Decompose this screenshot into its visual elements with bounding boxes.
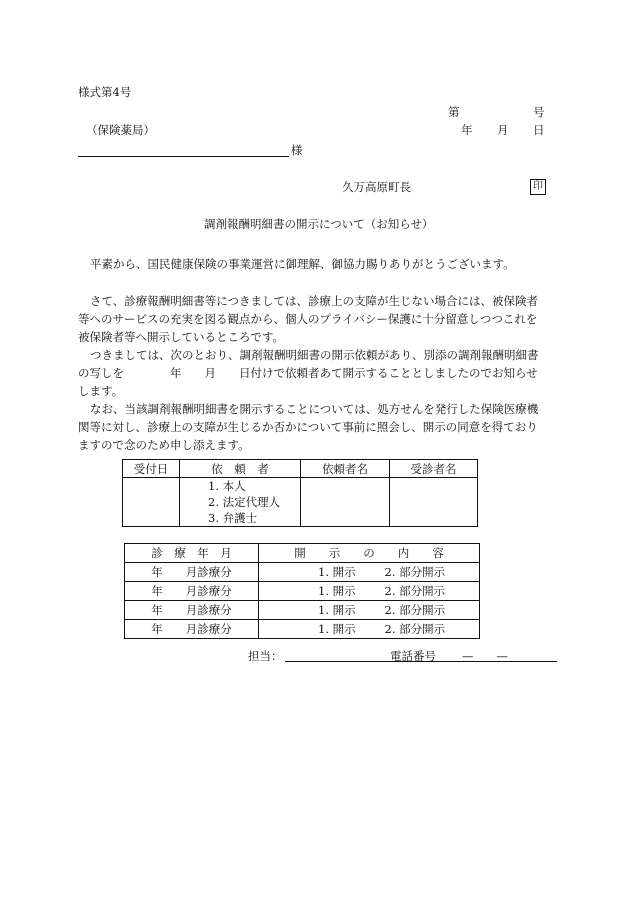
phone-dashes: — —: [462, 649, 508, 663]
issue-year-label: 年: [461, 123, 473, 137]
header-treatment-period: 診 療 年 月: [125, 544, 259, 563]
body-line: ますので念のため申し添えます。: [78, 438, 250, 452]
sender-name: 久万高原町長: [342, 180, 411, 194]
issue-day-label: 日: [533, 123, 545, 137]
header-requester-name: 依頼者名: [301, 460, 390, 478]
header-requester: 依 頼 者: [180, 460, 301, 478]
body-line: の写しを 年 月 日付けで依頼者あて開示することとしましたのでお知らせ: [78, 366, 538, 380]
table-row: [125, 582, 480, 601]
issue-number-prefix: 第: [448, 105, 460, 119]
recipient-honorific: 様: [291, 143, 303, 157]
disclosure-options-cell: [259, 601, 480, 620]
contact-person-label: 担当：: [248, 649, 283, 663]
table-header-row: [123, 460, 478, 478]
body-line: さて、診療報酬明細書等につきましては、診療上の支障が生じない場合には、被保険者: [90, 294, 539, 308]
received-date-cell[interactable]: [123, 478, 180, 527]
disclosure-options-cell: [259, 620, 480, 639]
option-partial-disclose[interactable]: 2. 部分開示: [384, 622, 446, 636]
body-line: つきましては、次のとおり、調剤報酬明細書の開示依頼があり、別添の調剤報酬明細書: [90, 348, 539, 362]
request-table: [122, 459, 478, 527]
option-disclose[interactable]: 1. 開示: [318, 565, 356, 579]
treatment-period-cell[interactable]: 年 月診療分: [125, 601, 259, 620]
table-row: [123, 478, 478, 527]
body-line: します。: [78, 384, 124, 398]
treatment-period-cell[interactable]: 年 月診療分: [125, 563, 259, 582]
option-partial-disclose[interactable]: 2. 部分開示: [384, 584, 446, 598]
recipient-line: [78, 156, 289, 157]
body-line: なお、当該調剤報酬明細書を開示することについては、処方せんを発行した保険医療機: [90, 402, 539, 416]
option-disclose[interactable]: 1. 開示: [318, 622, 356, 636]
treatment-period-cell[interactable]: 年 月診療分: [125, 620, 259, 639]
requester-option-legal-agent[interactable]: 2. 法定代理人: [208, 495, 281, 509]
phone-label: 電話番号: [390, 649, 436, 663]
header-patient-name: 受診者名: [390, 460, 478, 478]
requester-option-lawyer[interactable]: 3. 弁護士: [208, 511, 258, 525]
seal-mark: 印: [530, 179, 546, 195]
requester-name-cell[interactable]: [301, 478, 390, 527]
body-line: 等へのサービスの充実を図る観点から、個人のプライバシー保護に十分留意しつつこれを: [78, 312, 538, 326]
greeting-text: 平素から、国民健康保険の事業運営に御理解、御協力賜りありがとうございます。: [90, 257, 515, 271]
table-header-row: [125, 544, 480, 563]
issue-number-suffix: 号: [533, 105, 545, 119]
recipient-name: （保険薬局）: [86, 123, 155, 137]
requester-option-self[interactable]: 1. 本人: [208, 479, 246, 493]
disclosure-options-cell: [259, 582, 480, 601]
document-title: 調剤報酬明細書の開示について（お知らせ）: [204, 217, 434, 231]
table-row: [125, 601, 480, 620]
body-paragraphs: [78, 292, 560, 454]
body-line: 関等に対し、診療上の支障が生じるか否かについて事前に照会し、開示の同意を得ており: [78, 420, 538, 434]
option-disclose[interactable]: 1. 開示: [318, 603, 356, 617]
header-disclosure-content: 開 示 の 内 容: [259, 544, 480, 563]
patient-name-cell[interactable]: [390, 478, 478, 527]
body-line: 被保険者等へ開示しているところです。: [78, 330, 284, 344]
option-partial-disclose[interactable]: 2. 部分開示: [384, 565, 446, 579]
table-row: [125, 563, 480, 582]
option-partial-disclose[interactable]: 2. 部分開示: [384, 603, 446, 617]
requester-options-cell: [180, 478, 301, 527]
issue-month-label: 月: [497, 123, 509, 137]
form-number: 様式第4号: [78, 85, 132, 99]
disclosure-options-cell: [259, 563, 480, 582]
header-received-date: 受付日: [123, 460, 180, 478]
table-row: [125, 620, 480, 639]
disclosure-period-table: [124, 543, 480, 639]
option-disclose[interactable]: 1. 開示: [318, 584, 356, 598]
treatment-period-cell[interactable]: 年 月診療分: [125, 582, 259, 601]
contact-line[interactable]: [285, 661, 557, 662]
